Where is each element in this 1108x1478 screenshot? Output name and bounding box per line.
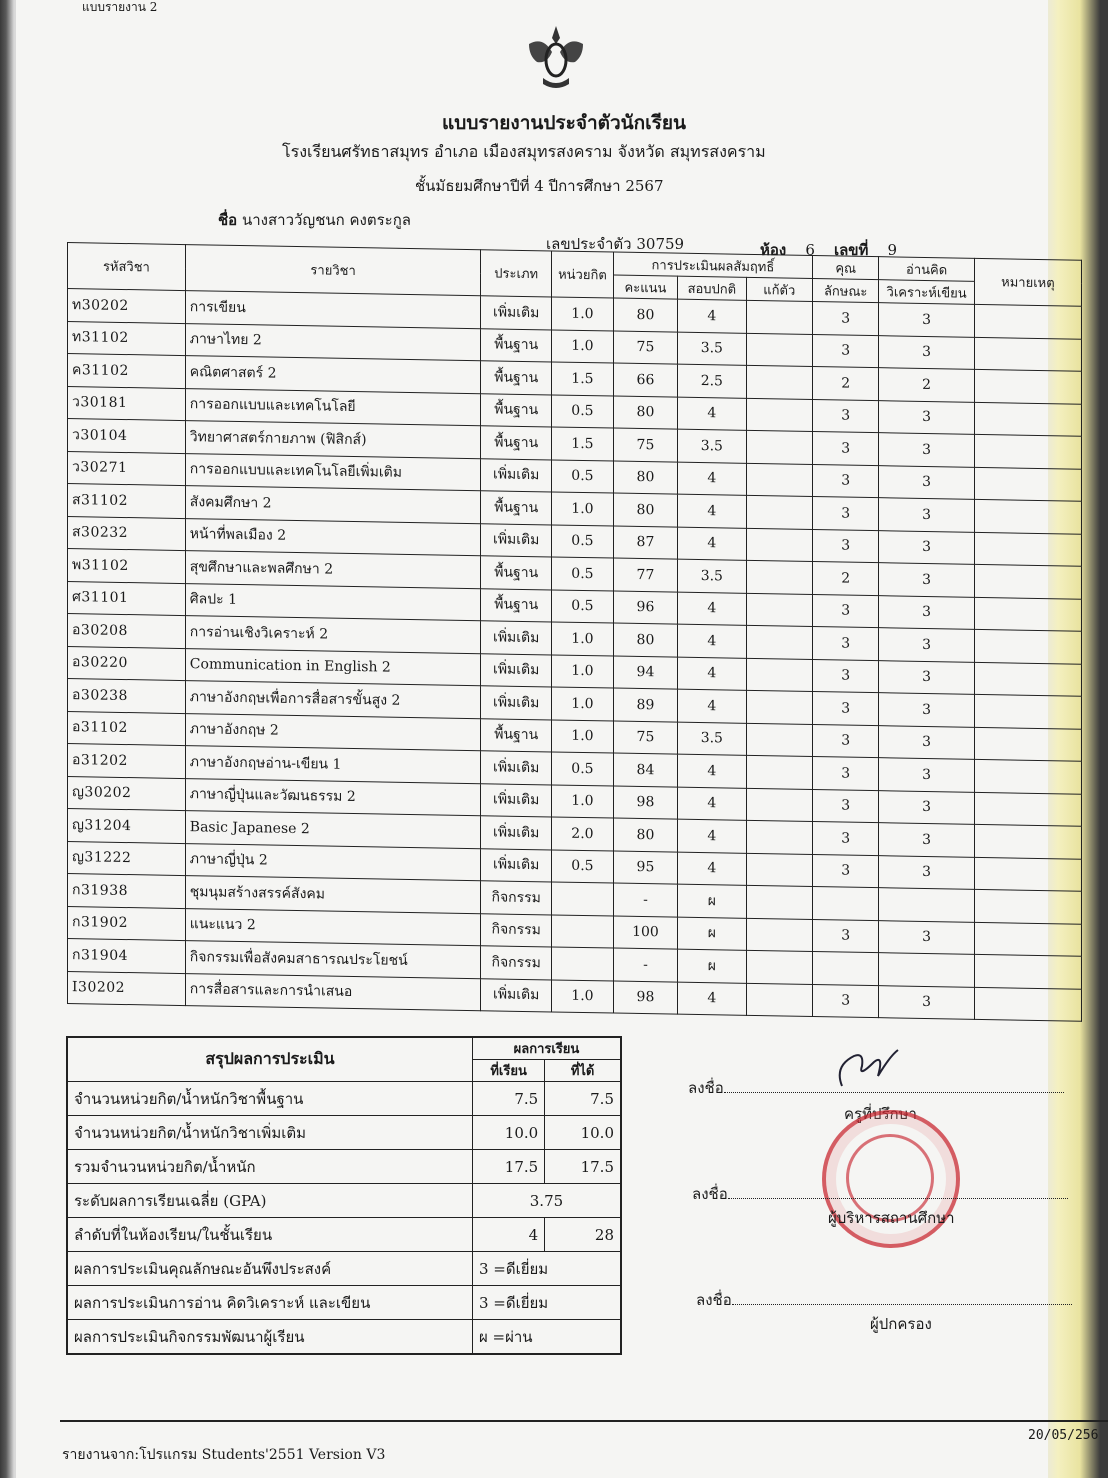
summary-value: ผ =ผ่าน bbox=[472, 1320, 621, 1355]
reading-score: 3 bbox=[879, 628, 974, 662]
score: 75 bbox=[613, 331, 677, 365]
student-info bbox=[218, 208, 938, 259]
note-cell bbox=[974, 304, 1081, 338]
grade: 4 bbox=[678, 624, 747, 658]
subject-name: การเขียน bbox=[185, 291, 481, 329]
note-cell bbox=[974, 759, 1081, 793]
subject-code: ว30104 bbox=[68, 419, 186, 454]
subject-code: ว30271 bbox=[68, 451, 186, 486]
summary-value: 7.5 bbox=[545, 1082, 621, 1116]
note-cell bbox=[974, 694, 1081, 728]
credit: 1.0 bbox=[552, 784, 614, 818]
subject-name: หน้าที่พลเมือง 2 bbox=[185, 518, 481, 556]
character-score: 3 bbox=[813, 432, 879, 466]
subject-code: ญ31204 bbox=[68, 809, 186, 844]
summary-table bbox=[66, 1036, 622, 1355]
header-note: หมายเหตุ bbox=[974, 258, 1081, 306]
summary-row-basic bbox=[67, 1082, 621, 1116]
character-score: 3 bbox=[813, 854, 879, 888]
credit: 1.0 bbox=[552, 687, 614, 721]
retake-grade bbox=[746, 983, 812, 1017]
summary-value: 3.75 bbox=[472, 1184, 621, 1218]
subject-code: ก31902 bbox=[68, 906, 186, 941]
subject-name: การอ่านเชิงวิเคราะห์ 2 bbox=[185, 616, 481, 654]
subject-type: เพิ่มเติม bbox=[481, 523, 552, 557]
score: 75 bbox=[613, 721, 677, 755]
signature-dots bbox=[732, 1294, 1072, 1305]
subject-code: I30202 bbox=[68, 971, 186, 1006]
summary-label: ผลการประเมินกิจกรรมพัฒนาผู้เรียน bbox=[67, 1320, 472, 1355]
subject-type: เพิ่มเติม bbox=[481, 653, 552, 687]
score: 89 bbox=[613, 688, 677, 722]
credit: 1.0 bbox=[552, 979, 614, 1013]
retake-grade bbox=[746, 333, 812, 367]
summary-value: 17.5 bbox=[545, 1150, 621, 1184]
subject-code: ว30181 bbox=[68, 386, 186, 421]
subject-name: ศิลปะ 1 bbox=[185, 583, 481, 621]
number-label: เลขที่ bbox=[833, 241, 869, 259]
credit: 0.5 bbox=[552, 524, 614, 558]
character-score: 3 bbox=[813, 789, 879, 823]
credit: 0.5 bbox=[552, 459, 614, 493]
sign-label: ลงชื่อ bbox=[696, 1291, 732, 1309]
grade: 4 bbox=[678, 819, 747, 853]
grade: 2.5 bbox=[678, 364, 747, 398]
score: 87 bbox=[613, 526, 677, 560]
grade: 4 bbox=[678, 787, 747, 821]
reading-score: 3 bbox=[879, 725, 974, 759]
credit: 0.5 bbox=[552, 589, 614, 623]
credit: 0.5 bbox=[552, 752, 614, 786]
retake-grade bbox=[746, 430, 812, 464]
reading-score: 3 bbox=[879, 303, 974, 337]
school-emblem-icon bbox=[525, 22, 587, 92]
summary-result-header: ผลการเรียน bbox=[472, 1037, 621, 1060]
summary-row-char bbox=[67, 1252, 621, 1286]
score: 80 bbox=[613, 493, 677, 527]
summary-value: 10.0 bbox=[472, 1116, 544, 1150]
score: 80 bbox=[613, 818, 677, 852]
score: 95 bbox=[613, 851, 677, 885]
grade: 3.5 bbox=[678, 722, 747, 756]
subject-type: เพิ่มเติม bbox=[481, 978, 552, 1012]
credit: 1.0 bbox=[552, 654, 614, 688]
summary-label: ผลการประเมินคุณลักษณะอันพึงประสงค์ bbox=[67, 1252, 472, 1286]
summary-row-read bbox=[67, 1286, 621, 1320]
reading-score: 3 bbox=[879, 920, 974, 954]
name-label: ชื่อ bbox=[218, 211, 238, 229]
parent-sign-line bbox=[696, 1288, 1072, 1312]
sign-label: ลงชื่อ bbox=[688, 1079, 724, 1097]
credit: 1.0 bbox=[552, 492, 614, 526]
note-cell bbox=[974, 402, 1081, 436]
subject-type: เพิ่มเติม bbox=[481, 751, 552, 785]
summary-label: จำนวนหน่วยกิต/น้ำหนักวิชาพื้นฐาน bbox=[67, 1082, 472, 1116]
score: 84 bbox=[613, 753, 677, 787]
subject-name: ภาษาญี่ปุ่นและวัฒนธรรม 2 bbox=[185, 778, 481, 816]
header-code: รหัสวิชา bbox=[68, 243, 186, 291]
note-cell bbox=[974, 889, 1081, 923]
reading-score: 3 bbox=[879, 758, 974, 792]
footer-divider bbox=[60, 1420, 1108, 1422]
room-value: 6 bbox=[805, 241, 815, 259]
retake-grade bbox=[746, 755, 812, 789]
student-id: 30759 bbox=[636, 235, 685, 253]
reading-score: 3 bbox=[879, 693, 974, 727]
report-title: แบบรายงานประจำตัวนักเรียน bbox=[442, 112, 686, 134]
reading-score: 3 bbox=[879, 498, 974, 532]
subject-code: ก31938 bbox=[68, 874, 186, 909]
number-value: 9 bbox=[887, 241, 898, 259]
header-char-1: คุณ bbox=[813, 256, 879, 280]
summary-label: ระดับผลการเรียนเฉลี่ย (GPA) bbox=[67, 1184, 472, 1218]
score: 66 bbox=[613, 363, 677, 397]
summary-col-studied: ที่เรียน bbox=[472, 1060, 544, 1082]
subject-type: เพิ่มเติม bbox=[481, 621, 552, 655]
grade: 4 bbox=[678, 592, 747, 626]
subject-code: ท31102 bbox=[68, 321, 186, 356]
subject-name: สุขศึกษาและพลศึกษา 2 bbox=[185, 551, 481, 589]
retake-grade bbox=[746, 625, 812, 659]
score: 98 bbox=[613, 981, 677, 1015]
reading-score bbox=[879, 888, 974, 922]
note-cell bbox=[974, 564, 1081, 598]
grade: ผ bbox=[678, 884, 747, 918]
character-score: 3 bbox=[813, 919, 879, 953]
retake-grade bbox=[746, 495, 812, 529]
reading-score: 3 bbox=[879, 790, 974, 824]
subject-code: ศ31101 bbox=[68, 581, 186, 616]
character-score: 3 bbox=[813, 399, 879, 433]
retake-grade bbox=[746, 690, 812, 724]
retake-grade bbox=[746, 723, 812, 757]
form-code: แบบรายงาน 2 bbox=[82, 0, 158, 14]
footer-source: รายงานจาก:โปรแกรม Students'2551 Version V3 bbox=[62, 1447, 386, 1463]
grade: ผ bbox=[678, 949, 747, 983]
reading-score: 3 bbox=[879, 823, 974, 857]
subject-code: ส30232 bbox=[68, 516, 186, 551]
subject-code: พ31102 bbox=[68, 549, 186, 584]
subject-type: พื้นฐาน bbox=[481, 556, 552, 590]
character-score: 3 bbox=[813, 594, 879, 628]
subject-type: พื้นฐาน bbox=[481, 718, 552, 752]
reading-score: 3 bbox=[879, 530, 974, 564]
signature-dots bbox=[728, 1188, 1068, 1199]
header-char-2: ลักษณะ bbox=[813, 279, 879, 303]
summary-value: 10.0 bbox=[545, 1116, 621, 1150]
credit: 1.0 bbox=[552, 329, 614, 363]
footer-date: 20/05/256 bbox=[1028, 1428, 1099, 1443]
credit bbox=[552, 882, 614, 916]
summary-row-rank bbox=[67, 1218, 621, 1252]
grade: 3.5 bbox=[678, 332, 747, 366]
subject-code: อ30220 bbox=[68, 646, 186, 681]
subject-code: อ30208 bbox=[68, 614, 186, 649]
score: 80 bbox=[613, 298, 677, 332]
subject-type: กิจกรรม bbox=[481, 881, 552, 915]
advisor-title: ครูที่ปรึกษา bbox=[844, 1105, 917, 1123]
subject-type: พื้นฐาน bbox=[481, 588, 552, 622]
grade: 3.5 bbox=[678, 559, 747, 593]
header-subject: รายวิชา bbox=[185, 245, 481, 296]
note-cell bbox=[974, 337, 1081, 371]
retake-grade bbox=[746, 560, 812, 594]
retake-grade bbox=[746, 528, 812, 562]
note-cell bbox=[974, 662, 1081, 696]
credit: 0.5 bbox=[552, 394, 614, 428]
summary-row-extra bbox=[67, 1116, 621, 1150]
credit: 0.5 bbox=[552, 849, 614, 883]
score: 80 bbox=[613, 396, 677, 430]
subject-type: พื้นฐาน bbox=[481, 328, 552, 362]
room-label: ห้อง bbox=[760, 241, 787, 259]
summary-label: รวมจำนวนหน่วยกิต/น้ำหนัก bbox=[67, 1150, 472, 1184]
score: 80 bbox=[613, 461, 677, 495]
subject-code: ท30202 bbox=[68, 289, 186, 324]
summary-row-activity bbox=[67, 1320, 621, 1355]
note-cell bbox=[974, 727, 1081, 761]
character-score: 3 bbox=[813, 302, 879, 336]
score: 100 bbox=[613, 916, 677, 950]
summary-value: 17.5 bbox=[472, 1150, 544, 1184]
subject-type: เพิ่มเติม bbox=[481, 848, 552, 882]
score: - bbox=[613, 883, 677, 917]
credit: 1.0 bbox=[552, 719, 614, 753]
score: 75 bbox=[613, 428, 677, 462]
retake-grade bbox=[746, 788, 812, 822]
character-score: 3 bbox=[813, 984, 879, 1018]
subject-type: เพิ่มเติม bbox=[481, 296, 552, 330]
note-cell bbox=[974, 629, 1081, 663]
header-read-2: วิเคราะห์เขียน bbox=[879, 280, 974, 305]
subject-name: Communication in English 2 bbox=[185, 648, 481, 686]
subject-type: เพิ่มเติม bbox=[481, 783, 552, 817]
grade: 3.5 bbox=[678, 429, 747, 463]
retake-grade bbox=[746, 658, 812, 692]
header-credit: หน่วยกิต bbox=[552, 251, 614, 298]
grade: 4 bbox=[678, 754, 747, 788]
character-score: 3 bbox=[813, 724, 879, 758]
summary-row-gpa bbox=[67, 1184, 621, 1218]
reading-score: 3 bbox=[879, 660, 974, 694]
credit: 1.5 bbox=[552, 427, 614, 461]
reading-score: 2 bbox=[879, 368, 974, 402]
credit bbox=[552, 914, 614, 948]
grade-year-line: ชั้นมัธยมศึกษาปีที่ 4 ปีการศึกษา 2567 bbox=[415, 177, 664, 195]
reading-score: 3 bbox=[879, 595, 974, 629]
summary-label: ผลการประเมินการอ่าน คิดวิเคราะห์ และเขียน bbox=[67, 1286, 472, 1320]
header-eval-group: การประเมินผลสัมฤทธิ์ bbox=[613, 252, 812, 278]
header-type: ประเภท bbox=[481, 250, 552, 297]
subject-code: ค31102 bbox=[68, 354, 186, 389]
character-score: 3 bbox=[813, 627, 879, 661]
grade: 4 bbox=[678, 689, 747, 723]
subject-name: การสื่อสารและการนำเสนอ bbox=[185, 973, 481, 1011]
grade: 4 bbox=[678, 527, 747, 561]
reading-score: 3 bbox=[879, 985, 974, 1019]
character-score: 3 bbox=[813, 334, 879, 368]
subject-code: ส31102 bbox=[68, 484, 186, 519]
score: 80 bbox=[613, 623, 677, 657]
subject-type: เพิ่มเติม bbox=[481, 816, 552, 850]
note-cell bbox=[974, 467, 1081, 501]
note-cell bbox=[974, 597, 1081, 631]
note-cell bbox=[974, 369, 1081, 403]
note-cell bbox=[974, 857, 1081, 891]
credit: 1.0 bbox=[552, 622, 614, 656]
retake-grade bbox=[746, 950, 812, 984]
advisor-sign-line bbox=[688, 1076, 1064, 1100]
subject-type: พื้นฐาน bbox=[481, 393, 552, 427]
subject-name: ภาษาญี่ปุ่น 2 bbox=[185, 843, 481, 881]
grade: ผ bbox=[678, 917, 747, 951]
score: 94 bbox=[613, 656, 677, 690]
character-score: 3 bbox=[813, 659, 879, 693]
subject-name: ภาษาอังกฤษเพื่อการสื่อสารขั้นสูง 2 bbox=[185, 681, 481, 719]
student-name: นางสาววัญชนก คงตระกูล bbox=[241, 211, 411, 229]
score: 77 bbox=[613, 558, 677, 592]
subject-name: กิจกรรมเพื่อสังคมสาธารณประโยชน์ bbox=[185, 941, 481, 979]
retake-grade bbox=[746, 463, 812, 497]
summary-label: ลำดับที่ในห้องเรียน/ในชั้นเรียน bbox=[67, 1218, 472, 1252]
character-score: 3 bbox=[813, 692, 879, 726]
summary-label: จำนวนหน่วยกิต/น้ำหนักวิชาเพิ่มเติม bbox=[67, 1116, 472, 1150]
director-sign-line bbox=[692, 1182, 1068, 1206]
score: 98 bbox=[613, 786, 677, 820]
subject-code: ญ31222 bbox=[68, 841, 186, 876]
subject-type: พื้นฐาน bbox=[481, 361, 552, 395]
subject-type: พื้นฐาน bbox=[481, 426, 552, 460]
note-cell bbox=[974, 824, 1081, 858]
reading-score: 3 bbox=[879, 465, 974, 499]
character-score bbox=[813, 952, 879, 986]
summary-value: 7.5 bbox=[472, 1082, 544, 1116]
subject-name: ภาษาอังกฤษอ่าน-เขียน 1 bbox=[185, 746, 481, 784]
subject-code: อ31102 bbox=[68, 711, 186, 746]
grade: 4 bbox=[678, 494, 747, 528]
subject-name: คณิตศาสตร์ 2 bbox=[185, 356, 481, 394]
score: 96 bbox=[613, 591, 677, 625]
grades-table bbox=[67, 242, 1082, 1022]
subject-name: Basic Japanese 2 bbox=[185, 811, 481, 849]
note-cell bbox=[974, 922, 1081, 956]
grade: 4 bbox=[678, 982, 747, 1016]
school-line: โรงเรียนศรัทธาสมุทร อำเภอ เมืองสมุทรสงคราม จังหวัด สมุทรสงคราม bbox=[282, 142, 766, 161]
retake-grade bbox=[746, 918, 812, 952]
retake-grade bbox=[746, 300, 812, 334]
subject-name: แนะแนว 2 bbox=[185, 908, 481, 946]
header-score: คะแนน bbox=[613, 275, 677, 299]
summary-value: 4 bbox=[472, 1218, 544, 1252]
character-score: 3 bbox=[813, 757, 879, 791]
character-score: 3 bbox=[813, 497, 879, 531]
credit: 0.5 bbox=[552, 557, 614, 591]
character-score: 3 bbox=[813, 529, 879, 563]
retake-grade bbox=[746, 853, 812, 887]
subject-name: การออกแบบและเทคโนโลยี bbox=[185, 388, 481, 426]
grade: 4 bbox=[678, 852, 747, 886]
subject-name: ภาษาอังกฤษ 2 bbox=[185, 713, 481, 751]
credit: 2.0 bbox=[552, 817, 614, 851]
credit: 1.0 bbox=[552, 297, 614, 331]
director-title: ผู้บริหารสถานศึกษา bbox=[828, 1209, 955, 1227]
note-cell bbox=[974, 499, 1081, 533]
grade: 4 bbox=[678, 299, 747, 333]
subject-type: กิจกรรม bbox=[481, 946, 552, 980]
note-cell bbox=[974, 954, 1081, 988]
subject-code: ญ30202 bbox=[68, 776, 186, 811]
retake-grade bbox=[746, 885, 812, 919]
grades-body bbox=[68, 289, 1082, 1022]
note-cell bbox=[974, 792, 1081, 826]
reading-score: 3 bbox=[879, 335, 974, 369]
note-cell bbox=[974, 987, 1081, 1021]
grade: 4 bbox=[678, 462, 747, 496]
summary-value: 28 bbox=[545, 1218, 621, 1252]
reading-score: 3 bbox=[879, 400, 974, 434]
subject-code: อ30238 bbox=[68, 679, 186, 714]
summary-row-total bbox=[67, 1150, 621, 1184]
subject-name: การออกแบบและเทคโนโลยีเพิ่มเติม bbox=[185, 453, 481, 491]
credit: 1.5 bbox=[552, 362, 614, 396]
character-score: 3 bbox=[813, 822, 879, 856]
note-cell bbox=[974, 532, 1081, 566]
character-score bbox=[813, 887, 879, 921]
signature-dots bbox=[724, 1082, 1064, 1093]
summary-value: 3 =ดีเยี่ยม bbox=[472, 1286, 621, 1320]
reading-score bbox=[879, 953, 974, 987]
sign-label: ลงชื่อ bbox=[692, 1185, 728, 1203]
grade: 4 bbox=[678, 657, 747, 691]
subject-name: ชุมนุมสร้างสรรค์สังคม bbox=[185, 876, 481, 914]
subject-code: อ31202 bbox=[68, 744, 186, 779]
grade: 4 bbox=[678, 397, 747, 431]
character-score: 2 bbox=[813, 562, 879, 596]
subject-name: สังคมศึกษา 2 bbox=[185, 486, 481, 524]
student-id-label: เลขประจำตัว bbox=[546, 235, 632, 253]
retake-grade bbox=[746, 820, 812, 854]
reading-score: 3 bbox=[879, 433, 974, 467]
reading-score: 3 bbox=[879, 855, 974, 889]
reading-score: 3 bbox=[879, 563, 974, 597]
subject-type: กิจกรรม bbox=[481, 913, 552, 947]
credit bbox=[552, 947, 614, 981]
header-fix: แก้ตัว bbox=[746, 277, 812, 301]
character-score: 3 bbox=[813, 464, 879, 498]
summary-col-earned: ที่ได้ bbox=[545, 1060, 621, 1082]
score: - bbox=[613, 948, 677, 982]
subject-type: เพิ่มเติม bbox=[481, 458, 552, 492]
retake-grade bbox=[746, 398, 812, 432]
note-cell bbox=[974, 434, 1081, 468]
subject-code: ก31904 bbox=[68, 939, 186, 974]
summary-value: 3 =ดีเยี่ยม bbox=[472, 1252, 621, 1286]
subject-type: เพิ่มเติม bbox=[481, 686, 552, 720]
subject-name: ภาษาไทย 2 bbox=[185, 323, 481, 361]
subject-type: พื้นฐาน bbox=[481, 491, 552, 525]
subject-name: วิทยาศาสตร์กายภาพ (ฟิสิกส์) bbox=[185, 421, 481, 459]
character-score: 2 bbox=[813, 367, 879, 401]
summary-title: สรุปผลการประเมิน bbox=[67, 1037, 472, 1082]
parent-title: ผู้ปกครอง bbox=[870, 1315, 932, 1333]
retake-grade bbox=[746, 365, 812, 399]
retake-grade bbox=[746, 593, 812, 627]
header-read-1: อ่านคิด bbox=[879, 257, 974, 282]
header-grade: สอบปกติ bbox=[678, 276, 747, 300]
